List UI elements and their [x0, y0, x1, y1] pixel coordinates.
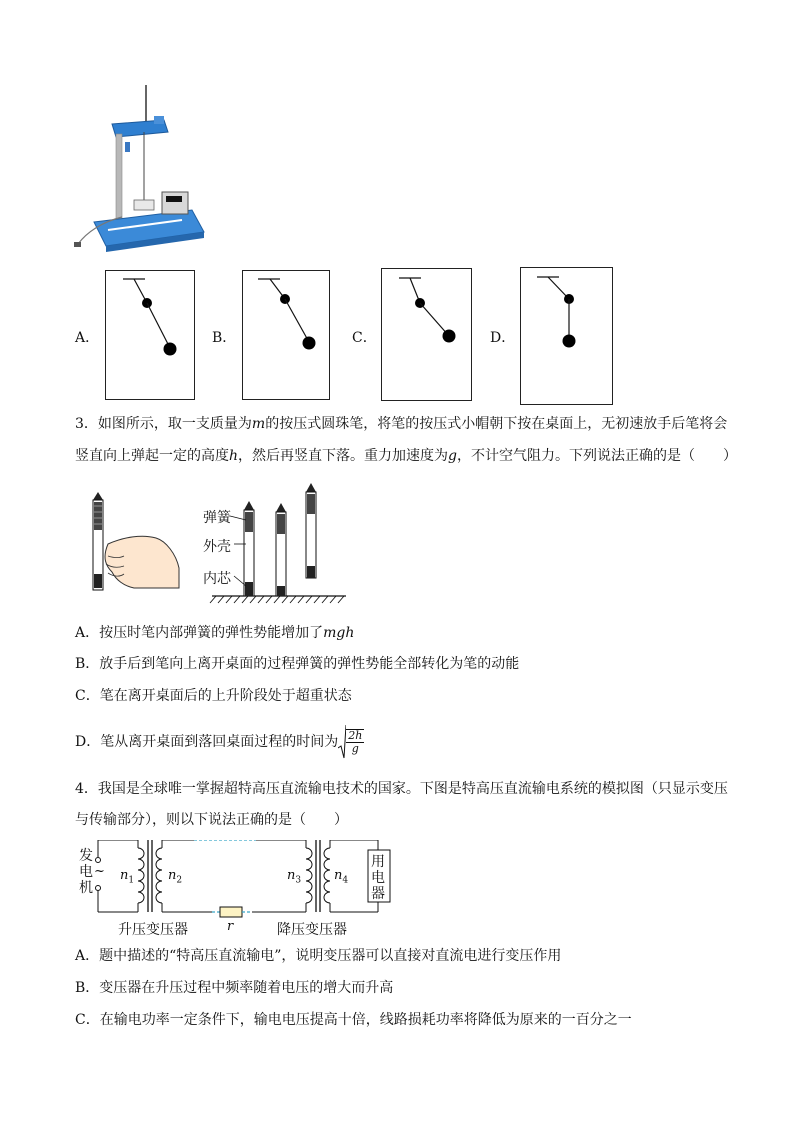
q4-stem-line2: 与传输部分），则以下说法正确的是（ ） [75, 812, 348, 828]
option-a-figure [105, 270, 195, 400]
label-ac-tilde: ~ [94, 864, 105, 879]
option-b-figure [242, 270, 330, 400]
q3-stem-line1: 3．如图所示，取一支质量为m的按压式圆珠笔，将笔的按压式小帽朝下按在桌面上，无初速放手后笔将会 [75, 416, 728, 432]
label-n2: $n_2$ [168, 868, 183, 886]
q4-option-a: A．题中描述的“特高压直流输电”，说明变压器可以直接对直流电进行变压作用 [75, 948, 562, 964]
label-core: 内芯 [203, 571, 231, 587]
apparatus-photo [72, 82, 207, 252]
label-r: r [227, 919, 234, 934]
label-n4: $n_4$ [334, 868, 349, 886]
q4-option-c: C．在输电功率一定条件下，输电电压提高十倍，线路损耗功率将降低为原来的一百分之一 [75, 1012, 632, 1028]
label-n3: $n_3$ [287, 868, 302, 886]
q3-stem-line2: 竖直向上弹起一定的高度h，然后再竖直下落。重力加速度为g，不计空气阻力。下列说法正确的是（ ） [75, 448, 737, 464]
label-spring: 弹簧 [203, 510, 231, 526]
option-a-label: A． [75, 330, 100, 346]
option-c-label: C． [352, 330, 377, 346]
q3-option-b: B．放手后到笔向上离开桌面的过程弹簧的弹性势能全部转化为笔的动能 [75, 656, 520, 672]
q3-option-a: A．按压时笔内部弹簧的弹性势能增加了mgh [75, 625, 355, 641]
q4-option-b: B．变压器在升压过程中频率随着电压的增大而升高 [75, 980, 394, 996]
label-n1: $n_1$ [120, 868, 135, 886]
sqrt-sign [338, 724, 346, 760]
q3-option-d: D．笔从离开桌面到落回桌面过程的时间为 $\frac{2h}{g}$ [75, 724, 364, 760]
label-shell: 外壳 [203, 539, 231, 555]
label-load: 用 电 器 [371, 854, 385, 902]
label-step-down: 降压变压器 [277, 922, 347, 938]
option-d-figure [520, 267, 613, 405]
option-d-label: D． [490, 330, 516, 346]
q3-option-c: C．笔在离开桌面后的上升阶段处于超重状态 [75, 688, 352, 704]
label-step-up: 升压变压器 [118, 922, 188, 938]
label-generator: 发 电 机 [79, 848, 93, 896]
q4-stem-line1: 4．我国是全球唯一掌握超特高压直流输电技术的国家。下图是特高压直流输电系统的模拟图（只显示变压 [75, 781, 728, 797]
option-b-label: B． [212, 330, 237, 346]
option-c-figure [381, 268, 472, 401]
